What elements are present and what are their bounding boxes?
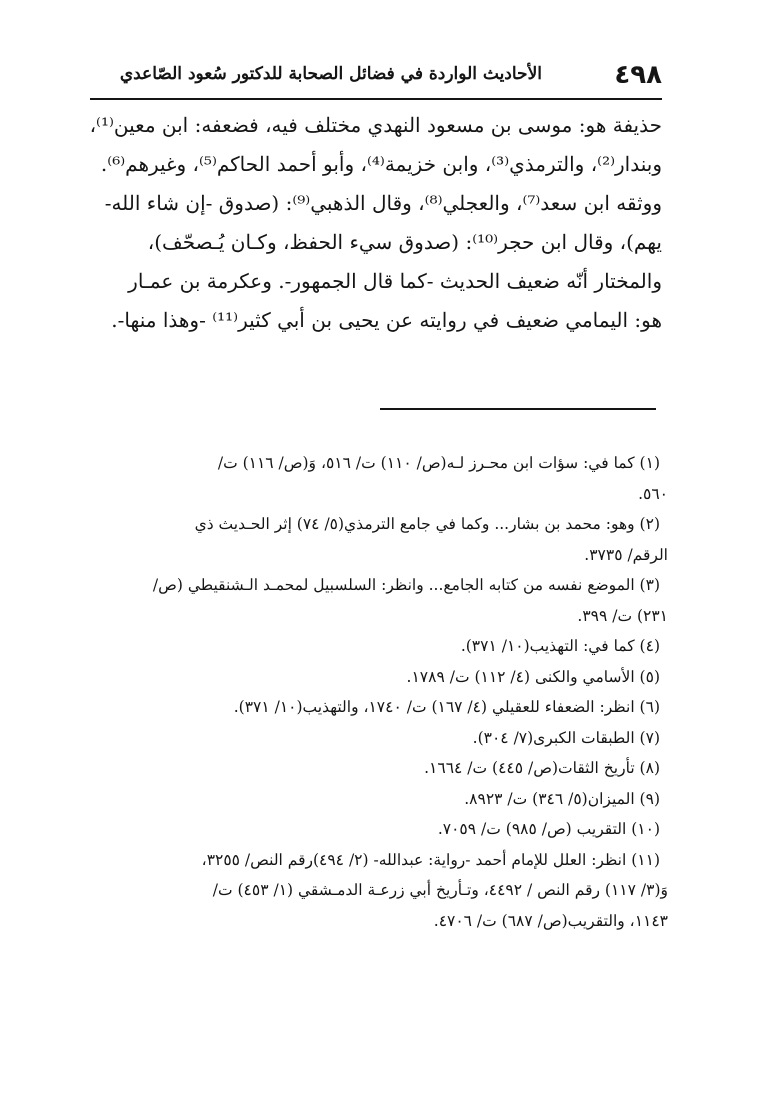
- footnote-line: (٥) الأسامي والكنى (٤/ ١١٢) ت/ ١٧٨٩.: [406, 667, 660, 686]
- main-text-line: حذيفة هو: موسى بن مسعود النهدي مختلف فيه، فضعفه: ابن معين⁽¹⁾،: [90, 113, 662, 137]
- footnote-line: (٧) الطبقات الكبرى(٧/ ٣٠٤).: [472, 728, 660, 747]
- page-number: ٤٩٨: [614, 60, 662, 90]
- footnote-line: (٨) تأريخ الثقات(ص/ ٤٤٥) ت/ ١٦٦٤.: [424, 759, 660, 777]
- main-text-line: هو: اليمامي ضعيف في روايته عن يحيى بن أبي كثير⁽¹¹⁾ -وهذا منها-.: [111, 308, 662, 332]
- footnote-line: (٩) الميزان(٥/ ٣٤٦) ت/ ٨٩٢٣.: [464, 789, 660, 808]
- main-text-line: وبندار⁽²⁾، والترمذي⁽³⁾، وابن خزيمة⁽⁴⁾، وأبو أحمد الحاكم⁽⁵⁾، وغيرهم⁽⁶⁾.: [100, 152, 662, 176]
- footnote-separator: [380, 408, 656, 410]
- footnote-line: ٥٦٠.: [638, 484, 668, 503]
- page-header: [90, 56, 662, 96]
- footnote-line: الرقم/ ٣٧٣٥.: [584, 545, 668, 564]
- footnote-line: ١١٤٣، والتقريب(ص/ ٦٨٧) ت/ ٤٧٠٦.: [433, 911, 668, 930]
- main-text: [90, 106, 662, 340]
- main-text-line: يهم)، وقال ابن حجر⁽¹⁰⁾: (صدوق سيء الحفظ، وكـان يُـصحّف)،: [147, 230, 662, 254]
- footnote-line: وَ(٣/ ١١٧) رقم النص / ٤٤٩٢، وتـأريخ أبي زرعـة الدمـشقي (١/ ٤٥٣) ت/: [212, 881, 668, 899]
- footnotes: [88, 448, 668, 936]
- main-text-line: والمختار أنّه ضعيف الحديث -كما قال الجمهور-. وعكرمة بن عمـار: [128, 269, 662, 293]
- footnote-line: (٤) كما في: التهذيب(١٠/ ٣٧١).: [460, 637, 660, 655]
- footnote-line: (٣) الموضع نفسه من كتابه الجامع... وانظر: السلسبيل لمحمـد الـشنقيطي (ص/: [152, 576, 660, 594]
- footnote-line: (١٠) التقريب (ص/ ٩٨٥) ت/ ٧٠٥٩.: [437, 820, 660, 838]
- footnote-line: (١) كما في: سؤات ابن محـرز لـه(ص/ ١١٠) ت/ ٥١٦، وَ(ص/ ١١٦) ت/: [217, 454, 660, 472]
- footnote-line: (٢) وهو: محمد بن بشار... وكما في جامع الترمذي(٥/ ٧٤) إثر الحـديث ذي: [194, 515, 660, 533]
- running-title: الأحاديث الواردة في فضائل الصحابة للدكتور سُعود الصّاعدي: [119, 64, 542, 84]
- footnote-line: ٢٣١) ت/ ٣٩٩.: [577, 606, 668, 625]
- footnote-line: (٦) انظر: الضعفاء للعقيلي (٤/ ١٦٧) ت/ ١٧٤٠، والتهذيب(١٠/ ٣٧١).: [233, 698, 660, 716]
- header-rule: [90, 98, 662, 100]
- main-text-line: ووثقه ابن سعد⁽⁷⁾، والعجلي⁽⁸⁾، وقال الذهبي⁽⁹⁾: (صدوق -إن شاء الله-: [104, 191, 662, 215]
- footnote-line: (١١) انظر: العلل للإمام أحمد -رواية: عبدالله- (٢/ ٤٩٤)رقم النص/ ٣٢٥٥،: [201, 850, 660, 869]
